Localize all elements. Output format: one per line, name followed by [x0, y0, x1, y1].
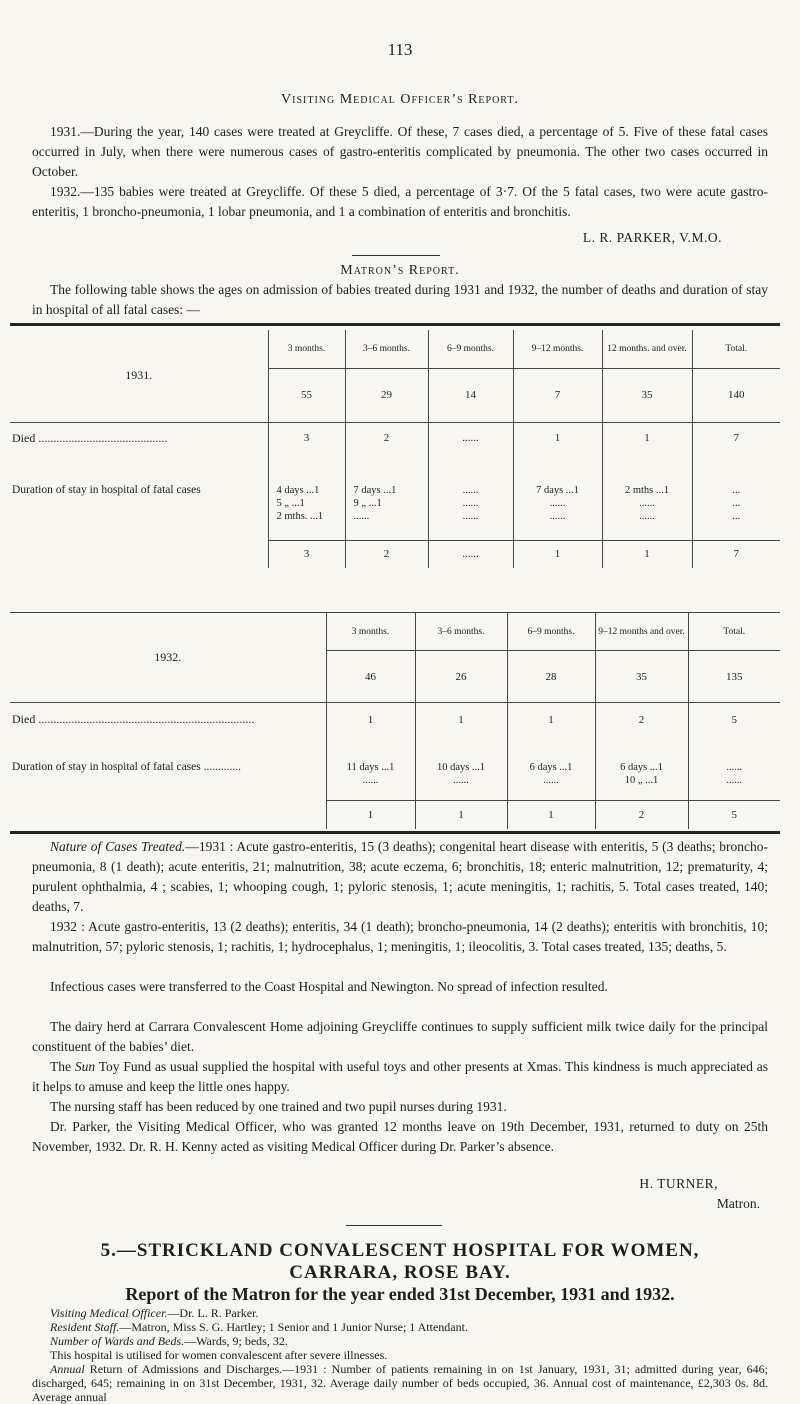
- table-1931-total: 29: [345, 368, 428, 422]
- table-1931-duration-cell: [692, 476, 780, 540]
- table-1931-duration-cell: [268, 476, 345, 540]
- table-1931-total: 140: [692, 368, 780, 422]
- table-1931-died: 1: [513, 422, 602, 454]
- table-1931-died: 2: [345, 422, 428, 454]
- page-number: 113: [387, 40, 413, 59]
- table-1931-died: ......: [428, 422, 513, 454]
- table-1931-duration-cell: [428, 476, 513, 540]
- table-1931-duration-cell: [513, 476, 602, 540]
- table-1931-duration-total: 7: [692, 540, 780, 568]
- table-1931-duration-total: 3: [268, 540, 345, 568]
- table-1932-duration-cell: [595, 757, 688, 801]
- table-1932-total: 46: [326, 651, 415, 703]
- table-1932-duration-total: 1: [415, 801, 507, 829]
- duration-entry: ......: [462, 511, 479, 522]
- table-1931-total: 55: [268, 368, 345, 422]
- duration-entry: ......: [639, 511, 655, 522]
- table-1931-duration-cell: [345, 476, 428, 540]
- visiting-report-1932: 1932.—135 babies were treated at Greycliffe. Of these 5 died, a percentage of 3·7. Of the 5 fatal cases, two were acute gastro-enteritis, 1 broncho-pneumonia, 1 lobar pneumonia, and 1 a combination of enteritis and bronchitis.: [32, 184, 768, 219]
- sun-italic: Sun: [74, 1059, 96, 1074]
- table-bottom-rule: [10, 831, 780, 834]
- matron-report-intro: The following table shows the ages on admission of babies treated during 1931 and 1932, the number of deaths and duration of stay in hospital of all fatal cases: —: [32, 282, 768, 317]
- wards-label: Number of Wards and Beds.: [50, 1334, 185, 1348]
- duration-entry: 7 days ...1: [353, 485, 397, 496]
- duration-entry: ......: [353, 511, 370, 522]
- nature-1931: [32, 837, 768, 917]
- table-1932-died: 2: [595, 703, 688, 737]
- duration-entry: ...: [732, 485, 741, 496]
- annual-value: Return of Admissions and Discharges.—1931 : Number of patients remaining in on 1st January, 1931, 31; admitted during year, 646; discharged, 645; remaining in on 31st December, 1931, 32. Average daily number of beds occupied, 36. Annual cost of maintenance, £2,303 0s. 8d. Average annual: [32, 1362, 768, 1404]
- table-1932-year: 1932.: [154, 650, 182, 664]
- matron-report-heading: Matron’s Report.: [340, 263, 460, 278]
- table-1932-duration-cell: [507, 757, 595, 801]
- table-top-rule: [10, 323, 780, 326]
- table-1931: [10, 330, 780, 568]
- divider: [352, 255, 440, 256]
- table-1932-header: 3–6 months.: [415, 613, 507, 651]
- vmo-label: Visiting Medical Officer.: [50, 1306, 168, 1320]
- table-1932-duration-cell: [415, 757, 507, 801]
- table-1932-duration-total: 5: [688, 801, 780, 829]
- table-1932-duration-total: 2: [595, 801, 688, 829]
- table-1932-died: 5: [688, 703, 780, 737]
- visiting-report-heading: Visiting Medical Officer’s Report.: [281, 92, 519, 107]
- duration-entry: 10 „ ...1: [624, 774, 659, 786]
- matron-signature-title: Matron.: [716, 1196, 760, 1211]
- duration-entry: 4 days ...1: [276, 485, 320, 496]
- duration-entry: ......: [462, 498, 479, 509]
- table-1931-total: 14: [428, 368, 513, 422]
- sun-pre: The: [50, 1059, 75, 1074]
- duration-entry: 10 days ...1: [436, 761, 486, 773]
- table-1931-header: 12 months. and over.: [602, 330, 692, 368]
- nature-1932: 1932 : Acute gastro-enteritis, 13 (2 deaths); enteritis, 34 (1 death); broncho-pneumonia, 14 (2 deaths); enteritis with bronchitis, 10; malnutrition, 57; pyloric stenosis, 1; rachitis, 1; hydrocephalus, 1; meningitis, 1; ileocolitis, 3. Total cases treated, 135; deaths, 5.: [32, 919, 768, 954]
- table-1931-died: 7: [692, 422, 780, 454]
- table-1931-duration-cell: [602, 476, 692, 540]
- table-1931-year: 1931.: [125, 368, 153, 383]
- strickland-utilised: This hospital is utilised for women convalescent after severe illnesses.: [50, 1348, 388, 1362]
- table-1931-died-label: Died ...........................................: [10, 422, 268, 454]
- matron-signature-name: H. TURNER,: [639, 1176, 718, 1191]
- sun-toy-fund-paragraph: [32, 1057, 768, 1097]
- table-1932-total: 35: [595, 651, 688, 703]
- duration-entry: ......: [453, 774, 469, 786]
- sun-post: Toy Fund as usual supplied the hospital with useful toys and other presents at Xmas. This kindness is much appreciated as it helps to amuse and keep the little ones happy.: [32, 1059, 768, 1094]
- table-1931-duration-total: 1: [513, 540, 602, 568]
- strickland-subheading: CARRARA, ROSE BAY.: [289, 1262, 511, 1283]
- staff-label: Resident Staff.: [50, 1320, 120, 1334]
- dairy-paragraph: The dairy herd at Carrara Convalescent Home adjoining Greycliffe continues to supply sufficient milk twice daily for the principal constituent of the babies’ diet.: [32, 1019, 768, 1054]
- strickland-staff: [32, 1320, 768, 1334]
- duration-entry: ...: [732, 511, 741, 522]
- table-1931-duration-total: 2: [345, 540, 428, 568]
- table-1932-died: 1: [326, 703, 415, 737]
- duration-entry: 6 days ...1: [529, 761, 573, 773]
- table-1931-header: 9–12 months.: [513, 330, 602, 368]
- duration-entry: ......: [362, 774, 379, 786]
- duration-entry: ......: [726, 774, 743, 786]
- table-1932-total: 26: [415, 651, 507, 703]
- table-1932-header: 3 months.: [326, 613, 415, 651]
- table-1931-duration-total: ......: [428, 540, 513, 568]
- duration-entry: ......: [549, 511, 566, 522]
- duration-entry: ...: [732, 498, 741, 509]
- divider: [346, 1225, 442, 1226]
- table-1932-total: 28: [507, 651, 595, 703]
- table-1931-died: 3: [268, 422, 345, 454]
- table-1931-total: 35: [602, 368, 692, 422]
- duration-entry: 7 days ...1: [536, 485, 579, 496]
- table-1931-died: 1: [602, 422, 692, 454]
- parker-paragraph: Dr. Parker, the Visiting Medical Officer, who was granted 12 months leave on 19th December, 1931, returned to duty on 25th November, 1932. Dr. R. H. Kenny acted as visiting Medical Officer during Dr. Parker’s absence.: [32, 1119, 768, 1154]
- duration-entry: ......: [462, 485, 479, 496]
- nature-lead: Nature of Cases Treated.: [50, 839, 186, 854]
- table-1932-duration-cell: [688, 757, 780, 801]
- table-1932: [10, 612, 780, 829]
- table-1931-duration-label: Duration of stay in hospital of fatal cases: [12, 484, 201, 496]
- table-1931-header: 3–6 months.: [345, 330, 428, 368]
- table-1932-duration-label: Duration of stay in hospital of fatal cases .............: [12, 760, 241, 773]
- duration-entry: 5 „ ...1: [276, 498, 305, 509]
- table-1932-died-label: Died ........................................................................: [10, 703, 326, 737]
- annual-label: Annual: [50, 1362, 85, 1376]
- strickland-report-title: Report of the Matron for the year ended 31st December, 1931 and 1932.: [125, 1284, 675, 1304]
- table-1932-total: 135: [688, 651, 780, 703]
- table-1932-header: Total.: [688, 613, 780, 651]
- table-1931-header: Total.: [692, 330, 780, 368]
- duration-entry: ......: [549, 498, 566, 509]
- nature-1931-text: —1931 : Acute gastro-enteritis, 15 (3 deaths); congenital heart disease with enteritis, 5 (3 deaths; broncho-pneumonia, 8 (1 death); acute enteritis, 21; malnutrition, 38; acute eczema, 6; bronchitis, 18; enteric malnutrition, 12; prematurity, 4; purulent ophthalmia, 4 ; scabies, 1; whooping cough, 1; pyloric stenosis, 1; acute meningitis, 1; rachitis, 5. Total cases treated, 140; deaths, 7.: [32, 839, 768, 914]
- table-1932-header: 9–12 months and over.: [595, 613, 688, 651]
- duration-entry: 2 mths ...1: [624, 485, 670, 496]
- visiting-report-1931: 1931.—During the year, 140 cases were treated at Greycliffe. Of these, 7 cases died, a percentage of 5. Five of these fatal cases occurred in July, when there were numerous cases of gastro-enteritis complicated by pneumonia. The other two cases occurred in October.: [32, 124, 768, 179]
- table-1931-header: 6–9 months.: [428, 330, 513, 368]
- table-1932-duration-total: 1: [326, 801, 415, 829]
- duration-entry: 9 „ ...1: [353, 498, 382, 509]
- table-1931-duration-total: 1: [602, 540, 692, 568]
- visiting-report-signature: L. R. PARKER, V.M.O.: [582, 230, 722, 245]
- duration-entry: 2 mths. ...1: [276, 511, 324, 522]
- table-1932-duration-total: 1: [507, 801, 595, 829]
- table-1932-duration-cell: [326, 757, 415, 801]
- infectious-paragraph: Infectious cases were transferred to the Coast Hospital and Newington. No spread of infection resulted.: [50, 979, 608, 994]
- table-1931-header: 3 months.: [268, 330, 345, 368]
- staff-paragraph: The nursing staff has been reduced by one trained and two pupil nurses during 1931.: [50, 1099, 507, 1114]
- staff-value: —Matron, Miss S. G. Hartley; 1 Senior and 1 Junior Nurse; 1 Attendant.: [119, 1320, 468, 1334]
- duration-entry: 6 days ...1: [620, 761, 663, 773]
- duration-entry: 11 days ...1: [346, 761, 395, 773]
- duration-entry: ......: [726, 761, 743, 773]
- table-1932-header: 6–9 months.: [507, 613, 595, 651]
- wards-value: —Wards, 9; beds, 32.: [184, 1334, 288, 1348]
- table-1932-died: 1: [507, 703, 595, 737]
- vmo-value: —Dr. L. R. Parker.: [167, 1306, 259, 1320]
- strickland-wards: [32, 1334, 768, 1348]
- duration-entry: ......: [543, 774, 559, 786]
- strickland-vmo: [32, 1306, 768, 1320]
- table-1931-total: 7: [513, 368, 602, 422]
- table-1932-died: 1: [415, 703, 507, 737]
- strickland-heading: 5.—STRICKLAND CONVALESCENT HOSPITAL FOR WOMEN,: [100, 1240, 700, 1261]
- duration-entry: ......: [639, 498, 655, 509]
